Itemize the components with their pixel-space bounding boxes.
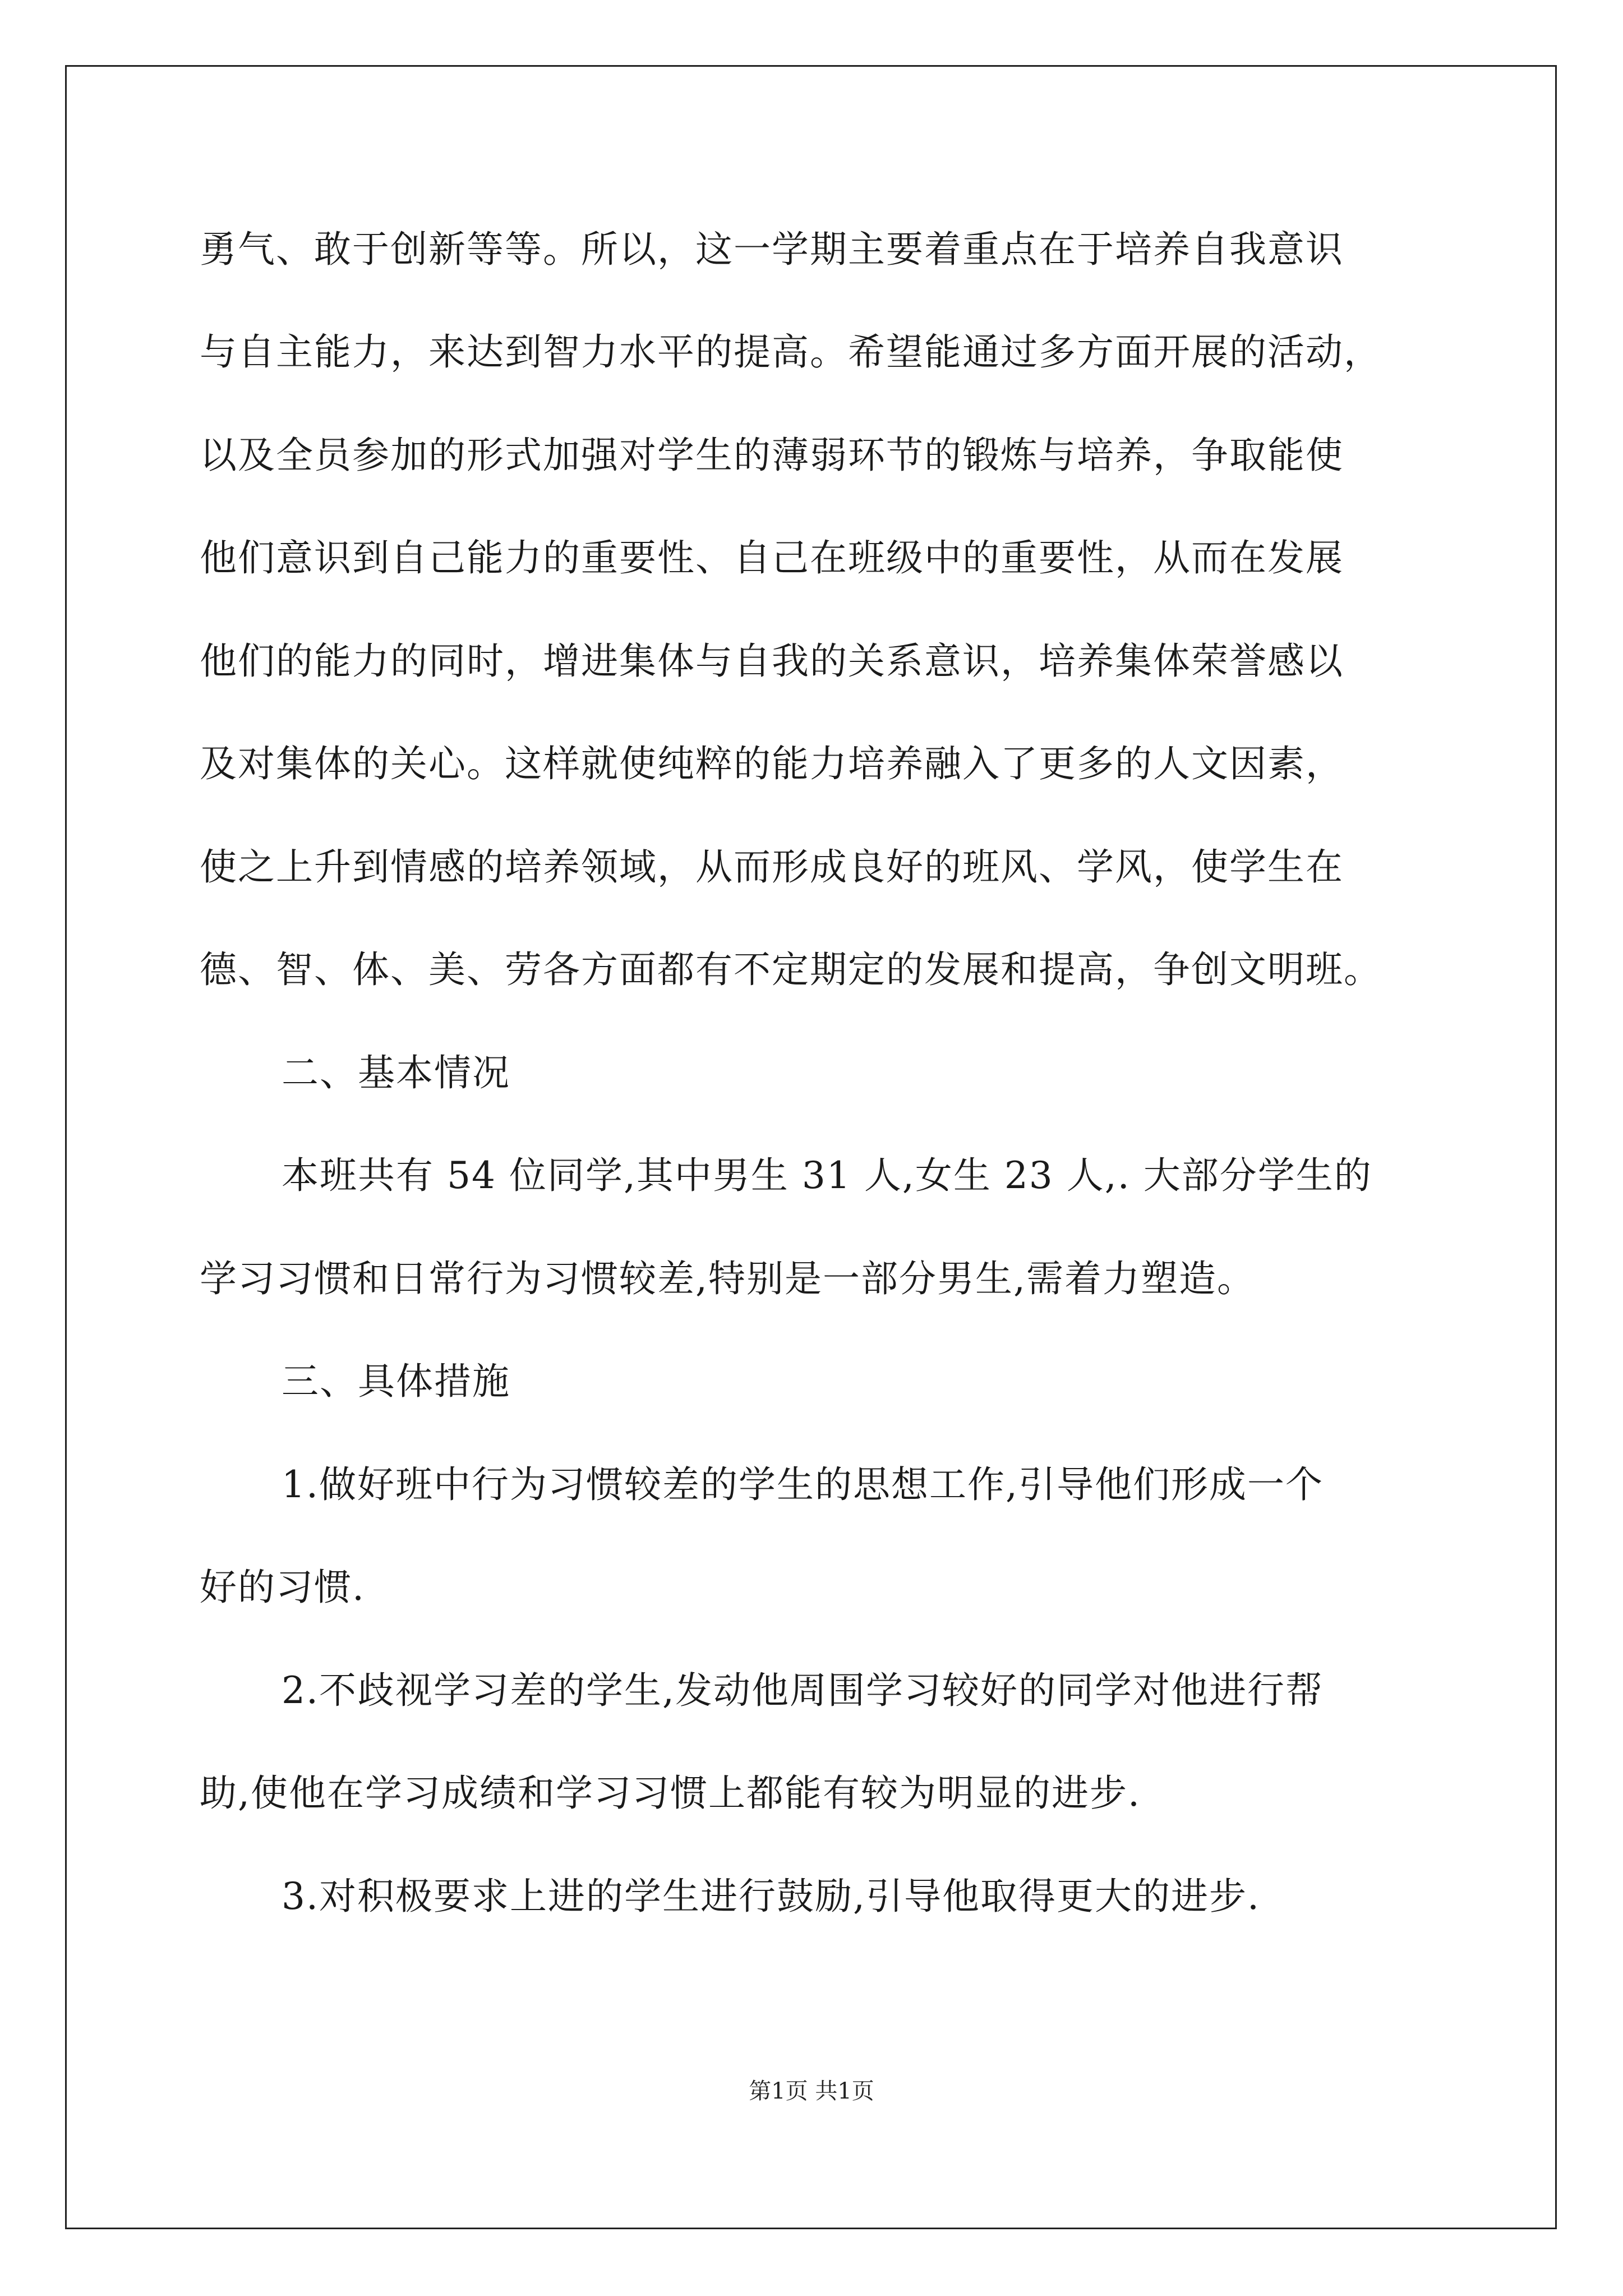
text-line: 学习习惯和日常行为习惯较差,特别是一部分男生,需着力塑造。 xyxy=(200,1257,1255,1300)
list-item-1: 1.做好班中行为习惯较差的学生的思想工作,引导他们形成一个 xyxy=(282,1463,1324,1506)
section-heading-measures: 三、具体措施 xyxy=(282,1360,510,1403)
section-heading-basic-info: 二、基本情况 xyxy=(282,1051,510,1094)
text-line: 以及全员参加的形式加强对学生的薄弱环节的锻炼与培养，争取能使 xyxy=(200,434,1344,477)
text-line: 勇气、敢于创新等等。所以，这一学期主要着重点在于培养自我意识 xyxy=(200,228,1344,271)
text-line: 及对集体的关心。这样就使纯粹的能力培养融入了更多的人文因素， xyxy=(200,742,1344,785)
text-line: 好的习惯. xyxy=(200,1566,365,1609)
page-number-footer: 第1页 共1页 xyxy=(749,2078,874,2104)
text-line: 助,使他在学习成绩和学习习惯上都能有较为明显的进步. xyxy=(200,1772,1141,1815)
text-line: 他们的能力的同时，增进集体与自我的关系意识，培养集体荣誉感以 xyxy=(200,639,1344,683)
text-line: 德、智、体、美、劳各方面都有不定期定的发展和提高，争创文明班。 xyxy=(200,948,1382,991)
text-line: 本班共有 54 位同学,其中男生 31 人,女生 23 人,. 大部分学生的 xyxy=(282,1154,1372,1197)
list-item-3: 3.对积极要求上进的学生进行鼓励,引导他取得更大的进步. xyxy=(282,1875,1260,1918)
text-line: 与自主能力，来达到智力水平的提高。希望能通过多方面开展的活动， xyxy=(200,330,1382,374)
text-line: 使之上升到情感的培养领域，从而形成良好的班风、学风，使学生在 xyxy=(200,845,1344,889)
text-line: 他们意识到自己能力的重要性、自己在班级中的重要性，从而在发展 xyxy=(200,536,1344,579)
list-item-2: 2.不歧视学习差的学生,发动他周围学习较好的同学对他进行帮 xyxy=(282,1669,1324,1712)
